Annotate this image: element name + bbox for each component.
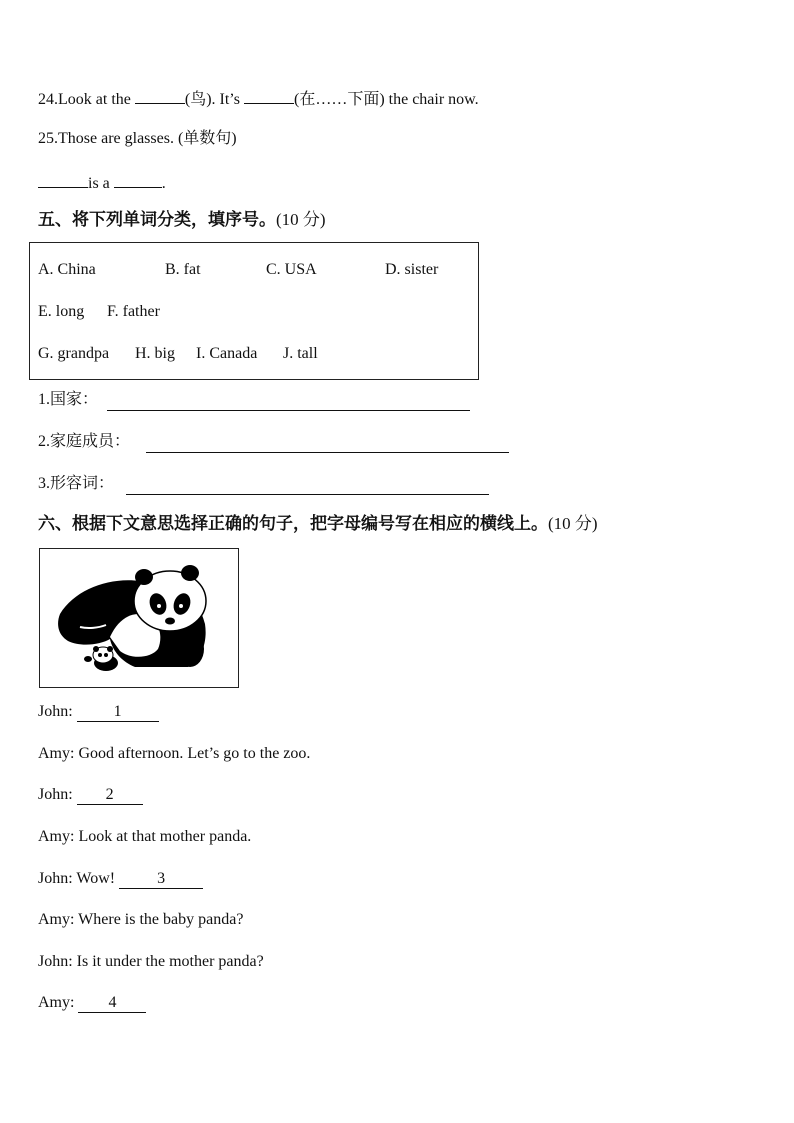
section-title: 五、将下列单词分类，填序号。 [38, 210, 276, 229]
section-points: (10 分) [548, 514, 598, 533]
section-6-heading [38, 512, 598, 536]
speaker: John: [38, 786, 77, 803]
category-answer-line[interactable] [107, 409, 470, 411]
word-option: A. China [38, 261, 96, 278]
word-option: E. long [38, 303, 85, 320]
dialogue-blank[interactable]: 2 [77, 786, 143, 805]
dialogue-text: Good afternoon. Let’s go to the zoo. [78, 745, 311, 762]
dialogue-text: Wow! [76, 870, 120, 887]
word-bank-box [29, 242, 479, 380]
question-25-answer [38, 170, 166, 195]
question-24 [38, 86, 479, 111]
dialogue-line [38, 701, 159, 723]
category-label: 2.家庭成员： [38, 433, 131, 450]
dialogue-line [38, 909, 243, 931]
dialogue-blank[interactable]: 3 [119, 870, 203, 889]
dialogue-line [38, 951, 264, 973]
dialogue-line [38, 992, 146, 1014]
dialogue-line [38, 868, 203, 890]
dialogue-blank[interactable]: 1 [77, 703, 159, 722]
answer-blank[interactable] [135, 86, 185, 104]
category-label: 1.国家： [38, 391, 99, 408]
question-text: Those are glasses. (单数句) [58, 130, 237, 147]
speaker: John: [38, 953, 77, 970]
question-text: Look at the [58, 91, 135, 108]
panda-picture [39, 548, 239, 688]
question-number: 25. [38, 130, 58, 147]
panda-icon [40, 549, 238, 687]
answer-text: is a [88, 175, 114, 192]
dialogue-line [38, 784, 143, 806]
category-answer-line[interactable] [126, 493, 489, 495]
speaker: Amy: [38, 745, 79, 762]
word-option: D. sister [385, 261, 439, 278]
dialogue-line [38, 826, 251, 848]
word-option: F. father [107, 303, 160, 320]
section-points: (10 分) [276, 210, 326, 229]
category-family [38, 431, 130, 453]
question-25 [38, 128, 237, 150]
dialogue-line [38, 743, 310, 765]
dialogue-text: Is it under the mother panda? [76, 953, 264, 970]
speaker: John: [38, 703, 77, 720]
word-option: J. tall [283, 345, 318, 362]
hint-text: (在……下面) the chair now. [293, 91, 479, 108]
speaker: Amy: [38, 828, 79, 845]
word-option: H. big [135, 345, 175, 362]
dialogue-text: Where is the baby panda? [78, 911, 244, 928]
category-label: 3.形容词： [38, 475, 115, 492]
category-answer-line[interactable] [146, 451, 509, 453]
question-number: 24. [38, 91, 58, 108]
section-5-heading [38, 208, 326, 232]
category-adjective [38, 473, 114, 495]
section-title: 六、根据下文意思选择正确的句子，把字母编号写在相应的横线上。 [38, 514, 548, 533]
word-option: C. USA [266, 261, 317, 278]
dialogue-blank[interactable]: 4 [78, 994, 146, 1013]
answer-blank[interactable] [38, 170, 88, 188]
hint-text: (鸟). It’s [184, 91, 244, 108]
category-country [38, 389, 98, 411]
word-option: I. Canada [196, 345, 258, 362]
word-option: B. fat [165, 261, 201, 278]
speaker: Amy: [38, 994, 79, 1011]
answer-blank[interactable] [244, 86, 294, 104]
speaker: John: [38, 870, 77, 887]
answer-end: . [161, 175, 166, 192]
answer-blank[interactable] [114, 170, 162, 188]
speaker: Amy: [38, 911, 79, 928]
word-option: G. grandpa [38, 345, 110, 362]
dialogue-text: Look at that mother panda. [78, 828, 252, 845]
